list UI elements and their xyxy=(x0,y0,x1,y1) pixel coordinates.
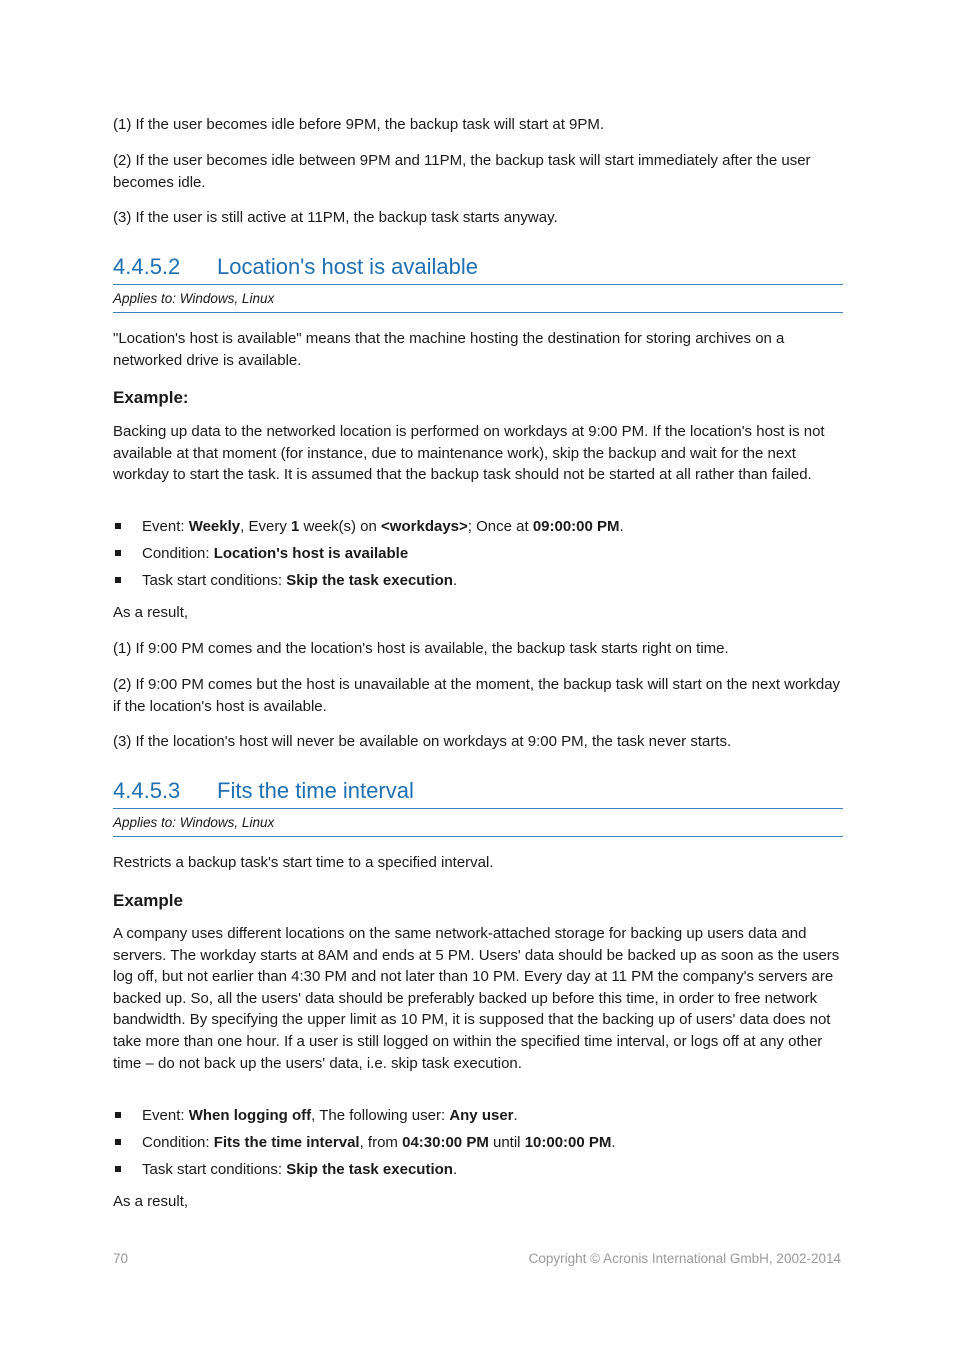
bullet-marker xyxy=(115,1112,121,1118)
page-number: 70 xyxy=(113,1251,129,1266)
bullet-marker xyxy=(115,577,121,583)
text-run: . xyxy=(611,1134,616,1151)
paragraph: (3) If the location's host will never be available on workdays at 9:00 PM, the task never starts. xyxy=(113,733,732,750)
list-item-text xyxy=(142,570,457,591)
list-item-text xyxy=(142,543,408,564)
text-run: Task start conditions: xyxy=(142,572,287,589)
bold-text: Weekly xyxy=(188,518,241,535)
text-run: Condition: xyxy=(142,1134,214,1151)
applies-to-note: Applies to: Windows, Linux xyxy=(113,288,843,313)
text-run: , from xyxy=(359,1134,403,1151)
bold-text: When logging off xyxy=(188,1107,312,1124)
text-run: . xyxy=(513,1107,518,1124)
bullet-marker xyxy=(115,1166,121,1172)
paragraph: As a result, xyxy=(113,604,189,621)
text-run: . xyxy=(452,1161,458,1178)
bullet-marker xyxy=(115,523,121,529)
text-run: Event: xyxy=(142,1107,189,1124)
bold-text: 10:00:00 PM xyxy=(524,1134,612,1151)
list-item-text xyxy=(142,516,624,537)
text-run: . xyxy=(619,518,624,535)
text-run: , Every xyxy=(240,518,291,535)
bold-text: Skip the task execution xyxy=(286,1161,453,1178)
list-item-text xyxy=(142,1132,616,1153)
section-number: 4.4.5.2 xyxy=(113,254,181,279)
text-run: , The following user: xyxy=(311,1107,450,1124)
paragraph: (1) If the user becomes idle before 9PM, the backup task will start at 9PM. xyxy=(113,116,605,133)
paragraph: (1) If 9:00 PM comes and the location's host is available, the backup task starts right on time. xyxy=(113,640,729,657)
bullet-marker xyxy=(115,550,121,556)
paragraph: A company uses different locations on the same network-attached storage for backing up users data and servers. The workday starts at 8AM and ends at 5 PM. Users' data should be backed up as soon as the users log off, but not earlier than 4:30 PM and not later than 10 PM. Every day at 11 PM the company's servers are backed up. So, all the users' data should be preferably backed up before this time, in order to free network bandwidth. By specifying the upper limit as 10 PM, it is supposed that the backing up of users' data does not take more than one hour. If a user is still logged on within the specified time interval, or logs off at any other time – do not back up the users' data, i.e. skip task execution. xyxy=(113,925,840,1072)
bold-text: Fits the time interval xyxy=(213,1134,360,1151)
text-run: until xyxy=(488,1134,525,1151)
example-heading: Example xyxy=(113,891,183,910)
paragraph: Restricts a backup task's start time to a specified interval. xyxy=(113,854,494,871)
bold-text: Skip the task execution xyxy=(286,572,453,589)
section-heading xyxy=(113,253,843,285)
paragraph: "Location's host is available" means that the machine hosting the destination for storing archives on a networked drive is available. xyxy=(113,330,785,369)
applies-to-note: Applies to: Windows, Linux xyxy=(113,812,843,837)
text-run: Task start conditions: xyxy=(142,1161,287,1178)
paragraph: Backing up data to the networked location is performed on workdays at 9:00 PM. If the location's host is not available at that moment (for instance, due to maintenance work), skip the backup and wait for the next workday to start the task. It is assumed that the backup task should not be started at all rather than failed. xyxy=(113,423,825,484)
section-heading xyxy=(113,777,843,809)
bold-text: 09:00:00 PM xyxy=(532,518,620,535)
paragraph: (3) If the user is still active at 11PM, the backup task starts anyway. xyxy=(113,209,558,226)
text-run: Condition: xyxy=(142,545,214,562)
section-title: Fits the time interval xyxy=(217,778,414,803)
example-heading: Example: xyxy=(113,388,189,407)
paragraph: (2) If 9:00 PM comes but the host is unavailable at the moment, the backup task will start on the next workday if the location's host is available. xyxy=(113,676,841,715)
copyright-notice: Copyright © Acronis International GmbH, 2002-2014 xyxy=(528,1251,841,1266)
text-run: Event: xyxy=(142,518,189,535)
list-item-text xyxy=(142,1159,457,1180)
text-run: ; Once at xyxy=(467,518,533,535)
text-run: . xyxy=(452,572,458,589)
bold-text: Location's host is available xyxy=(213,545,409,562)
paragraph: As a result, xyxy=(113,1193,189,1210)
bold-text: 1 xyxy=(291,518,300,535)
paragraph: (2) If the user becomes idle between 9PM and 11PM, the backup task will start immediately after the user becomes idle. xyxy=(113,152,811,191)
bold-text: <workdays> xyxy=(381,518,468,535)
text-run: week(s) on xyxy=(299,518,382,535)
bold-text: 04:30:00 PM xyxy=(402,1134,489,1151)
section-title: Location's host is available xyxy=(217,254,479,279)
list-item-text xyxy=(142,1105,518,1126)
section-number: 4.4.5.3 xyxy=(113,778,181,803)
bold-text: Any user xyxy=(449,1107,514,1124)
bullet-marker xyxy=(115,1139,121,1145)
